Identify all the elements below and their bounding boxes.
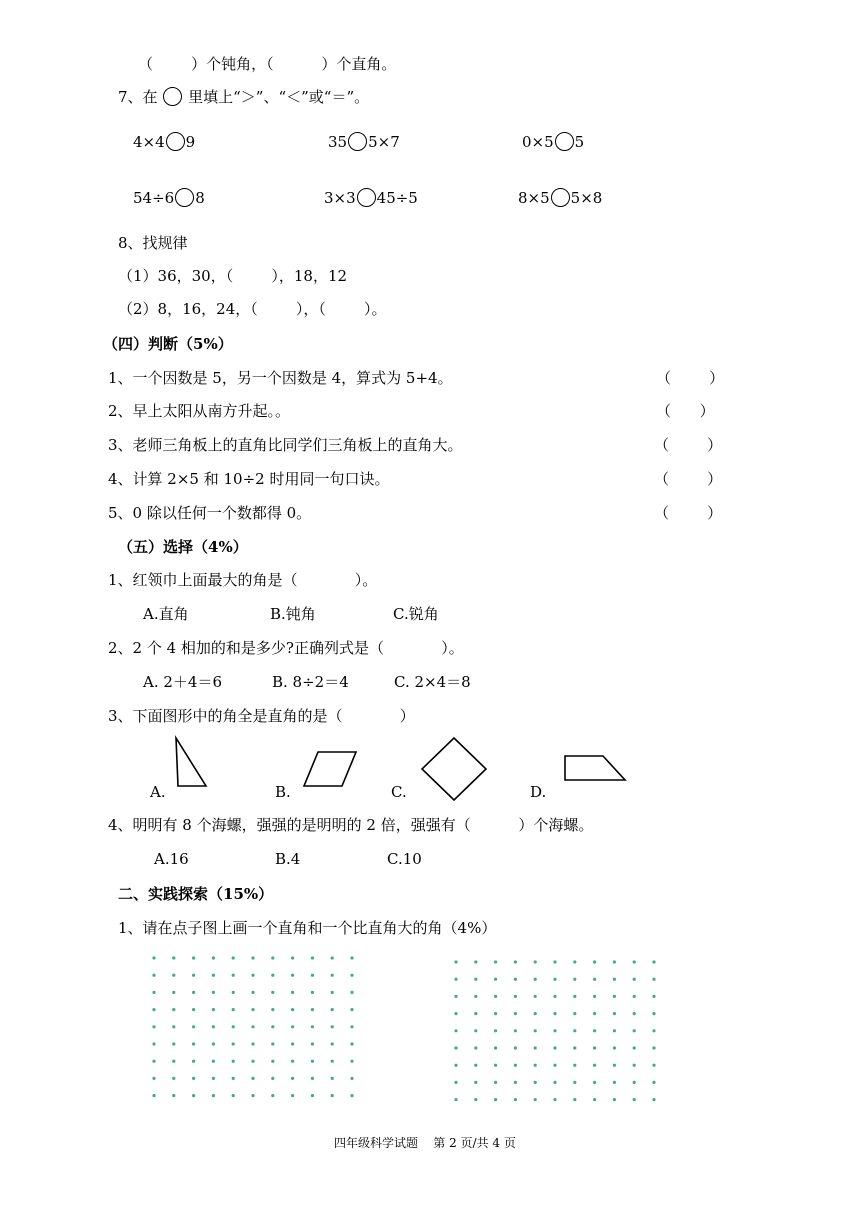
- grid-dot[interactable]: [613, 1064, 616, 1067]
- grid-dot[interactable]: [573, 1081, 576, 1084]
- grid-dot[interactable]: [593, 1029, 596, 1032]
- grid-dot[interactable]: [192, 1025, 195, 1028]
- grid-dot[interactable]: [573, 1098, 576, 1101]
- grid-dot[interactable]: [172, 1060, 175, 1063]
- grid-dot[interactable]: [613, 960, 616, 963]
- grid-dot[interactable]: [494, 1064, 497, 1067]
- grid-dot[interactable]: [192, 1008, 195, 1011]
- grid-dot[interactable]: [633, 1029, 636, 1032]
- grid-dot[interactable]: [514, 1064, 517, 1067]
- grid-dot[interactable]: [454, 1081, 457, 1084]
- grid-dot[interactable]: [474, 1098, 477, 1101]
- grid-dot[interactable]: [291, 1025, 294, 1028]
- grid-dot[interactable]: [494, 978, 497, 981]
- grid-dot[interactable]: [494, 1081, 497, 1084]
- grid-dot[interactable]: [271, 1077, 274, 1080]
- q7-item-5: [324, 188, 418, 208]
- grid-dot[interactable]: [593, 1012, 596, 1015]
- grid-dot[interactable]: [172, 1094, 175, 1097]
- grid-dot[interactable]: [553, 1081, 556, 1084]
- judge-paren-3[interactable]: （ ）: [654, 436, 723, 454]
- choice-q4: 4、明明有 8 个海螺，强强的是明明的 2 倍，强强有（ ）个海螺。: [108, 816, 594, 834]
- grid-dot[interactable]: [553, 960, 556, 963]
- grid-dot[interactable]: [633, 1046, 636, 1049]
- grid-dot[interactable]: [652, 1012, 655, 1015]
- grid-dot[interactable]: [192, 991, 195, 994]
- q8-line-1: （1）36，30，（ ），18，12: [118, 267, 348, 285]
- grid-dot[interactable]: [573, 1064, 576, 1067]
- grid-dot[interactable]: [331, 1077, 334, 1080]
- grid-dot[interactable]: [311, 956, 314, 959]
- answer-circle-icon[interactable]: [357, 188, 376, 207]
- grid-dot[interactable]: [534, 995, 537, 998]
- grid-dot[interactable]: [251, 1008, 254, 1011]
- grid-dot[interactable]: [212, 974, 215, 977]
- grid-dot[interactable]: [514, 978, 517, 981]
- grid-dot[interactable]: [474, 1081, 477, 1084]
- grid-dot[interactable]: [291, 991, 294, 994]
- grid-dot[interactable]: [311, 1025, 314, 1028]
- q8-title: 8、找规律: [118, 234, 188, 252]
- grid-dot[interactable]: [553, 995, 556, 998]
- grid-dot[interactable]: [573, 978, 576, 981]
- grid-dot[interactable]: [212, 956, 215, 959]
- grid-dot[interactable]: [494, 1012, 497, 1015]
- grid-dot[interactable]: [172, 1077, 175, 1080]
- choice-q2-option-b[interactable]: B. 8÷2＝4: [272, 673, 349, 691]
- grid-dot[interactable]: [652, 1046, 655, 1049]
- grid-dot[interactable]: [652, 1098, 655, 1101]
- expr-right: 5: [574, 133, 585, 151]
- q7-item-2: [328, 132, 400, 152]
- grid-dot[interactable]: [534, 960, 537, 963]
- trapezoid-shape: [561, 754, 629, 784]
- grid-dot[interactable]: [613, 1029, 616, 1032]
- grid-dot[interactable]: [271, 956, 274, 959]
- grid-dot[interactable]: [152, 1060, 155, 1063]
- grid-dot[interactable]: [613, 995, 616, 998]
- grid-dot[interactable]: [232, 1042, 235, 1045]
- judge-item-4: 4、计算 2×5 和 10÷2 时用同一句口诀。: [108, 470, 390, 488]
- q8-line-2: （2）8，16，24，（ ），（ ）。: [118, 300, 387, 318]
- answer-circle-icon[interactable]: [348, 132, 367, 151]
- grid-dot[interactable]: [271, 1008, 274, 1011]
- judge-paren-2[interactable]: （ ）: [656, 402, 715, 420]
- judge-item-1: 1、一个因数是 5，另一个因数是 4，算式为 5+4。: [108, 369, 453, 387]
- grid-dot[interactable]: [553, 1098, 556, 1101]
- grid-dot[interactable]: [291, 1042, 294, 1045]
- grid-dot[interactable]: [613, 1046, 616, 1049]
- grid-dot[interactable]: [192, 1077, 195, 1080]
- grid-dot[interactable]: [192, 1060, 195, 1063]
- grid-dot[interactable]: [331, 974, 334, 977]
- expr-right: 5×7: [368, 133, 400, 151]
- grid-dot[interactable]: [232, 1060, 235, 1063]
- grid-dot[interactable]: [573, 1046, 576, 1049]
- grid-dot[interactable]: [271, 974, 274, 977]
- choice-q3: 3、下面图形中的角全是直角的是（ ）: [108, 707, 415, 725]
- grid-dot[interactable]: [534, 1012, 537, 1015]
- grid-dot[interactable]: [331, 991, 334, 994]
- grid-dot[interactable]: [573, 1029, 576, 1032]
- grid-dot[interactable]: [553, 1046, 556, 1049]
- grid-dot[interactable]: [331, 956, 334, 959]
- grid-dot[interactable]: [573, 995, 576, 998]
- grid-dot[interactable]: [192, 956, 195, 959]
- choice-q3-option-a[interactable]: A.: [150, 783, 166, 801]
- grid-dot[interactable]: [514, 1029, 517, 1032]
- grid-dot[interactable]: [172, 1008, 175, 1011]
- grid-dot[interactable]: [291, 1077, 294, 1080]
- grid-dot[interactable]: [494, 1029, 497, 1032]
- grid-dot[interactable]: [454, 1046, 457, 1049]
- grid-dot[interactable]: [152, 991, 155, 994]
- grid-dot[interactable]: [152, 1077, 155, 1080]
- grid-dot[interactable]: [494, 1046, 497, 1049]
- grid-dot[interactable]: [172, 991, 175, 994]
- grid-dot[interactable]: [152, 974, 155, 977]
- grid-dot[interactable]: [232, 1008, 235, 1011]
- grid-dot[interactable]: [291, 974, 294, 977]
- q7-item-3: [522, 132, 584, 152]
- grid-dot[interactable]: [454, 1098, 457, 1101]
- expr-left: 54÷6: [133, 189, 175, 207]
- choice-q2-option-c[interactable]: C. 2×4＝8: [394, 673, 471, 691]
- grid-dot[interactable]: [271, 1042, 274, 1045]
- grid-dot[interactable]: [291, 1094, 294, 1097]
- grid-dot[interactable]: [652, 960, 655, 963]
- grid-dot[interactable]: [172, 974, 175, 977]
- grid-dot[interactable]: [311, 1077, 314, 1080]
- grid-dot[interactable]: [553, 1064, 556, 1067]
- answer-circle-icon[interactable]: [555, 132, 574, 151]
- q7-item-1: [133, 132, 195, 152]
- grid-dot[interactable]: [633, 1064, 636, 1067]
- grid-dot[interactable]: [454, 1064, 457, 1067]
- grid-dot[interactable]: [593, 1081, 596, 1084]
- grid-dot[interactable]: [232, 956, 235, 959]
- grid-dot[interactable]: [573, 960, 576, 963]
- grid-dot[interactable]: [192, 1094, 195, 1097]
- choice-q2: 2、2 个 4 相加的和是多少?正确列式是（ ）。: [108, 639, 464, 657]
- choice-q1-option-c[interactable]: C.锐角: [393, 605, 439, 623]
- grid-dot[interactable]: [474, 1029, 477, 1032]
- grid-dot[interactable]: [553, 978, 556, 981]
- grid-dot[interactable]: [152, 956, 155, 959]
- judge-item-5: 5、0 除以任何一个数都得 0。: [108, 504, 312, 522]
- choice-q1: 1、红领巾上面最大的角是（ ）。: [108, 571, 378, 589]
- grid-dot[interactable]: [474, 1012, 477, 1015]
- grid-dot[interactable]: [514, 960, 517, 963]
- grid-dot[interactable]: [633, 960, 636, 963]
- expr-left: 0×5: [522, 133, 554, 151]
- grid-dot[interactable]: [474, 960, 477, 963]
- grid-dot[interactable]: [514, 995, 517, 998]
- grid-dot[interactable]: [474, 1046, 477, 1049]
- page-footer: 四年级科学试题 第 2 页/共 4 页: [334, 1136, 516, 1150]
- section5-title: （五）选择（4%）: [118, 538, 248, 556]
- grid-dot[interactable]: [271, 991, 274, 994]
- grid-dot[interactable]: [553, 1012, 556, 1015]
- grid-dot[interactable]: [454, 1012, 457, 1015]
- grid-dot[interactable]: [593, 1064, 596, 1067]
- grid-dot[interactable]: [212, 1077, 215, 1080]
- grid-dot[interactable]: [331, 1025, 334, 1028]
- right-triangle-shape: [170, 736, 210, 788]
- grid-dot[interactable]: [251, 991, 254, 994]
- grid-dot[interactable]: [593, 1098, 596, 1101]
- grid-dot[interactable]: [534, 1029, 537, 1032]
- grid-dot[interactable]: [534, 1046, 537, 1049]
- grid-dot[interactable]: [311, 1042, 314, 1045]
- grid-dot[interactable]: [291, 1060, 294, 1063]
- choice-q3-option-c[interactable]: C.: [391, 783, 407, 801]
- grid-dot[interactable]: [350, 1025, 353, 1028]
- grid-dot[interactable]: [212, 1042, 215, 1045]
- judge-item-3: 3、老师三角板上的直角比同学们三角板上的直角大。: [108, 436, 463, 454]
- grid-dot[interactable]: [212, 1008, 215, 1011]
- choice-q2-option-a[interactable]: A. 2＋4＝6: [143, 673, 222, 691]
- grid-dot[interactable]: [331, 1094, 334, 1097]
- grid-dot[interactable]: [152, 1094, 155, 1097]
- grid-dot[interactable]: [251, 1025, 254, 1028]
- grid-dot[interactable]: [534, 1064, 537, 1067]
- expr-left: 4×4: [133, 133, 165, 151]
- dot-grid-left[interactable]: [150, 954, 360, 1102]
- grid-dot[interactable]: [251, 1060, 254, 1063]
- grid-dot[interactable]: [152, 1025, 155, 1028]
- grid-dot[interactable]: [271, 1025, 274, 1028]
- grid-dot[interactable]: [232, 1077, 235, 1080]
- grid-dot[interactable]: [350, 1042, 353, 1045]
- grid-dot[interactable]: [652, 995, 655, 998]
- grid-dot[interactable]: [350, 956, 353, 959]
- grid-dot[interactable]: [474, 1064, 477, 1067]
- grid-dot[interactable]: [152, 1042, 155, 1045]
- grid-dot[interactable]: [271, 1060, 274, 1063]
- grid-dot[interactable]: [454, 960, 457, 963]
- grid-dot[interactable]: [232, 1025, 235, 1028]
- grid-dot[interactable]: [350, 1060, 353, 1063]
- grid-dot[interactable]: [652, 1081, 655, 1084]
- grid-dot[interactable]: [251, 956, 254, 959]
- grid-dot[interactable]: [573, 1012, 576, 1015]
- grid-dot[interactable]: [454, 995, 457, 998]
- expr-right: 9: [185, 133, 196, 151]
- grid-dot[interactable]: [251, 974, 254, 977]
- parallelogram-shape: [302, 750, 362, 790]
- grid-dot[interactable]: [474, 978, 477, 981]
- grid-dot[interactable]: [152, 1008, 155, 1011]
- grid-dot[interactable]: [633, 1098, 636, 1101]
- grid-dot[interactable]: [350, 974, 353, 977]
- choice-q4-option-c[interactable]: C.10: [387, 850, 422, 868]
- grid-dot[interactable]: [593, 995, 596, 998]
- grid-dot[interactable]: [350, 1008, 353, 1011]
- grid-dot[interactable]: [454, 1029, 457, 1032]
- grid-dot[interactable]: [633, 995, 636, 998]
- choice-q1-option-a[interactable]: A.直角: [143, 605, 189, 623]
- choice-q4-option-a[interactable]: A.16: [154, 850, 189, 868]
- grid-dot[interactable]: [311, 974, 314, 977]
- q7-suffix: 里填上“＞”、“＜”或“＝”。: [188, 88, 370, 106]
- grid-dot[interactable]: [593, 960, 596, 963]
- grid-dot[interactable]: [331, 1060, 334, 1063]
- grid-dot[interactable]: [291, 1008, 294, 1011]
- q6-continuation: （ ）个钝角，（ ）个直角。: [138, 55, 397, 73]
- grid-dot[interactable]: [514, 1098, 517, 1101]
- grid-dot[interactable]: [534, 1098, 537, 1101]
- q7-title: [118, 87, 369, 107]
- grid-dot[interactable]: [553, 1029, 556, 1032]
- judge-paren-4[interactable]: （ ）: [654, 470, 723, 488]
- choice-q1-option-b[interactable]: B.钝角: [270, 605, 316, 623]
- square-shape: [420, 736, 488, 802]
- grid-dot[interactable]: [652, 978, 655, 981]
- grid-dot[interactable]: [251, 1094, 254, 1097]
- grid-dot[interactable]: [172, 1025, 175, 1028]
- grid-dot[interactable]: [172, 956, 175, 959]
- grid-dot[interactable]: [633, 978, 636, 981]
- grid-dot[interactable]: [350, 1094, 353, 1097]
- grid-dot[interactable]: [232, 1094, 235, 1097]
- grid-dot[interactable]: [212, 1094, 215, 1097]
- grid-dot[interactable]: [593, 978, 596, 981]
- expr-right: 45÷5: [376, 189, 418, 207]
- grid-dot[interactable]: [291, 956, 294, 959]
- grid-dot[interactable]: [331, 1042, 334, 1045]
- grid-dot[interactable]: [232, 991, 235, 994]
- section4-title: （四）判断（5%）: [103, 335, 233, 353]
- grid-dot[interactable]: [514, 1012, 517, 1015]
- expr-left: 3×3: [324, 189, 356, 207]
- choice-q3-option-b[interactable]: B.: [275, 783, 291, 801]
- expr-left: 8×5: [518, 189, 550, 207]
- judge-paren-5[interactable]: （ ）: [654, 504, 723, 522]
- grid-dot[interactable]: [350, 991, 353, 994]
- q7-prefix: 7、在: [118, 88, 158, 106]
- grid-dot[interactable]: [534, 1081, 537, 1084]
- grid-dot[interactable]: [212, 1060, 215, 1063]
- grid-dot[interactable]: [514, 1046, 517, 1049]
- grid-dot[interactable]: [633, 1081, 636, 1084]
- answer-circle-icon[interactable]: [175, 188, 194, 207]
- expr-right: 5×8: [570, 189, 603, 207]
- grid-dot[interactable]: [192, 974, 195, 977]
- grid-dot[interactable]: [494, 960, 497, 963]
- grid-dot[interactable]: [534, 978, 537, 981]
- q7-item-4: [133, 188, 205, 208]
- q7-item-6: [518, 188, 602, 208]
- grid-dot[interactable]: [350, 1077, 353, 1080]
- part2-q1: 1、请在点子图上画一个直角和一个比直角大的角（4%）: [118, 919, 497, 937]
- grid-dot[interactable]: [633, 1012, 636, 1015]
- grid-dot[interactable]: [172, 1042, 175, 1045]
- grid-dot[interactable]: [593, 1046, 596, 1049]
- expr-right: 8: [195, 189, 205, 207]
- grid-dot[interactable]: [331, 1008, 334, 1011]
- grid-dot[interactable]: [311, 991, 314, 994]
- grid-dot[interactable]: [652, 1064, 655, 1067]
- choice-q4-option-b[interactable]: B.4: [275, 850, 301, 868]
- answer-circle-icon[interactable]: [551, 188, 570, 207]
- grid-dot[interactable]: [232, 974, 235, 977]
- grid-dot[interactable]: [613, 1081, 616, 1084]
- circle-icon: [163, 87, 182, 106]
- grid-dot[interactable]: [311, 1094, 314, 1097]
- grid-dot[interactable]: [514, 1081, 517, 1084]
- grid-dot[interactable]: [494, 995, 497, 998]
- grid-dot[interactable]: [652, 1029, 655, 1032]
- grid-dot[interactable]: [311, 1008, 314, 1011]
- grid-dot[interactable]: [494, 1098, 497, 1101]
- grid-dot[interactable]: [613, 1098, 616, 1101]
- choice-q3-option-d[interactable]: D.: [530, 783, 547, 801]
- judge-item-2: 2、早上太阳从南方升起。。: [108, 402, 291, 420]
- judge-paren-1[interactable]: （ ）: [656, 369, 725, 387]
- grid-dot[interactable]: [271, 1094, 274, 1097]
- dot-grid-right[interactable]: [452, 958, 662, 1106]
- grid-dot[interactable]: [613, 1012, 616, 1015]
- expr-left: 35: [328, 133, 348, 151]
- grid-dot[interactable]: [251, 1077, 254, 1080]
- grid-dot[interactable]: [192, 1042, 195, 1045]
- grid-dot[interactable]: [454, 978, 457, 981]
- grid-dot[interactable]: [474, 995, 477, 998]
- part2-title: 二、实践探索（15%）: [118, 885, 274, 903]
- grid-dot[interactable]: [212, 1025, 215, 1028]
- answer-circle-icon[interactable]: [166, 132, 185, 151]
- grid-dot[interactable]: [311, 1060, 314, 1063]
- grid-dot[interactable]: [212, 991, 215, 994]
- grid-dot[interactable]: [251, 1042, 254, 1045]
- grid-dot[interactable]: [613, 978, 616, 981]
